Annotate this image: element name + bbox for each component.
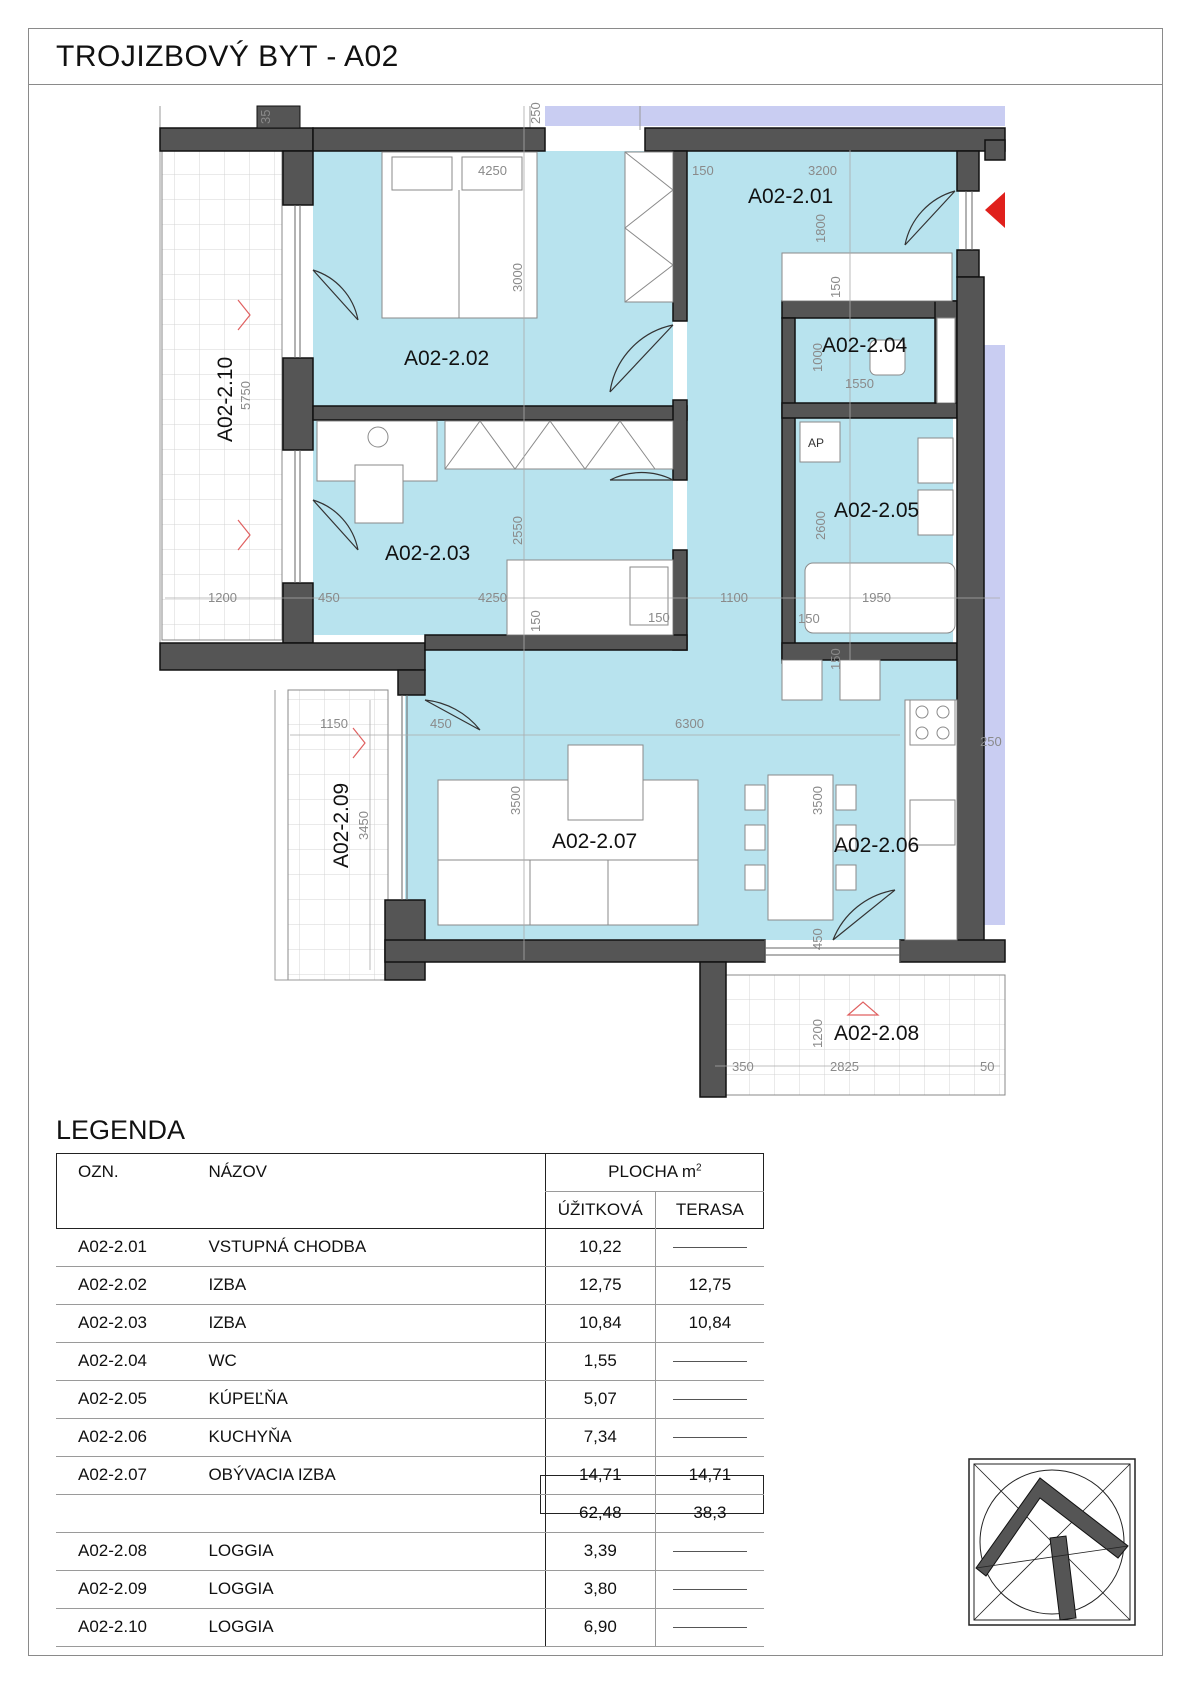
pillow — [392, 157, 452, 190]
wall — [957, 277, 984, 942]
legend-cell-ozn — [56, 1494, 198, 1532]
room-label-2.07: A02-2.07 — [552, 830, 638, 853]
legend-cell-nazov — [198, 1494, 545, 1532]
header-uzitkova: ÚŽITKOVÁ — [545, 1191, 655, 1229]
wall — [160, 128, 313, 151]
header-ozn: OZN. — [78, 1162, 119, 1181]
empty-dash — [673, 1399, 747, 1400]
legend-cell-ozn: A02-2.02 — [56, 1266, 198, 1304]
wall — [398, 670, 425, 695]
wall — [900, 940, 1005, 962]
legend-cell-ozn: A02-2.07 — [56, 1456, 198, 1494]
dim-label: 3450 — [356, 811, 371, 840]
legend-header-row — [56, 1153, 764, 1191]
legend-cell-uzitkova: 3,80 — [545, 1570, 655, 1608]
dim-label: 450 — [430, 716, 452, 731]
dim-label: 1950 — [862, 590, 891, 605]
room-label-2.10: A02-2.10 — [214, 356, 237, 442]
wall — [782, 301, 957, 318]
dim-label: 1550 — [845, 376, 874, 391]
chair — [355, 465, 403, 523]
wall — [782, 318, 795, 663]
dim-label: 35 — [258, 109, 273, 124]
legend-cell-terasa: 38,3 — [655, 1494, 764, 1532]
legend-cell-terasa — [655, 1608, 764, 1646]
dim-label: 3500 — [810, 786, 825, 815]
dim-label: 1000 — [810, 343, 825, 372]
north-arrow-icon — [968, 1458, 1136, 1626]
legend-cell-terasa — [655, 1229, 764, 1267]
dim-label: 250 — [980, 734, 1002, 749]
dim-label: 5750 — [238, 381, 253, 410]
room-label-2.02: A02-2.02 — [404, 347, 490, 370]
wall — [700, 962, 726, 1097]
wardrobe — [445, 421, 673, 469]
dim-label: 150 — [528, 610, 543, 632]
kitchen-cabinet — [840, 660, 880, 700]
legend-row — [56, 1608, 764, 1646]
wall — [645, 128, 1005, 151]
wall — [313, 128, 545, 151]
wall — [283, 583, 313, 643]
wall — [673, 151, 687, 321]
chair — [745, 825, 765, 850]
dim-label: 50 — [980, 1059, 995, 1074]
chair — [745, 785, 765, 810]
legend-table — [56, 1153, 764, 1647]
header-terasa: TERASA — [655, 1191, 764, 1229]
legend-cell-uzitkova: 6,90 — [545, 1608, 655, 1646]
legend-cell-uzitkova: 10,22 — [545, 1229, 655, 1267]
dim-label: 2550 — [510, 516, 525, 545]
entry-marker-icon — [985, 192, 1005, 228]
legend-cell-nazov: OBÝVACIA IZBA — [198, 1456, 545, 1494]
dim-label: 6300 — [675, 716, 704, 731]
legend-cell-uzitkova: 3,39 — [545, 1532, 655, 1570]
header-nazov: NÁZOV — [208, 1162, 267, 1181]
dim-label: 250 — [528, 102, 543, 124]
wall — [385, 940, 765, 962]
legend-cell-ozn: A02-2.10 — [56, 1608, 198, 1646]
legend-cell-nazov: VSTUPNÁ CHODBA — [198, 1229, 545, 1267]
room-label-2.06: A02-2.06 — [834, 834, 920, 857]
legend-cell-ozn: A02-2.08 — [56, 1532, 198, 1570]
legend-cell-ozn: A02-2.03 — [56, 1304, 198, 1342]
wall — [957, 151, 979, 191]
legend-cell-terasa — [655, 1380, 764, 1418]
dim-label: 150 — [828, 648, 843, 670]
dim-label: 450 — [810, 928, 825, 950]
room-label-2.09: A02-2.09 — [330, 782, 353, 868]
dim-label: 1200 — [208, 590, 237, 605]
legend-cell-uzitkova: 7,34 — [545, 1418, 655, 1456]
dim-label: 3500 — [508, 786, 523, 815]
dim-label: 150 — [828, 276, 843, 298]
legend-cell-uzitkova: 12,75 — [545, 1266, 655, 1304]
chair — [745, 865, 765, 890]
legend-row — [56, 1266, 764, 1304]
room-label-2.08: A02-2.08 — [834, 1022, 920, 1045]
wall — [673, 400, 687, 480]
dim-label: 1800 — [813, 214, 828, 243]
legend-cell-uzitkova: 1,55 — [545, 1342, 655, 1380]
legend-cell-terasa — [655, 1570, 764, 1608]
legend-row — [56, 1380, 764, 1418]
empty-dash — [673, 1247, 747, 1248]
wall — [425, 635, 687, 650]
legend-row — [56, 1304, 764, 1342]
dim-label: 150 — [798, 611, 820, 626]
legend-cell-terasa: 12,75 — [655, 1266, 764, 1304]
wall — [283, 358, 313, 450]
legend-cell-uzitkova: 10,84 — [545, 1304, 655, 1342]
lamp — [368, 427, 388, 447]
wall — [957, 250, 979, 277]
empty-dash — [673, 1551, 747, 1552]
wall — [782, 643, 957, 660]
legend-cell-ozn: A02-2.05 — [56, 1380, 198, 1418]
legend-cell-nazov: LOGGIA — [198, 1570, 545, 1608]
legend-title: LEGENDA — [56, 1115, 186, 1145]
dim-label: 450 — [318, 590, 340, 605]
legend-subheader-row — [56, 1191, 764, 1229]
dim-label: 1200 — [810, 1019, 825, 1048]
dim-label: 4250 — [478, 590, 507, 605]
legend-row — [56, 1456, 764, 1494]
legend-row — [56, 1229, 764, 1267]
wall — [313, 406, 687, 420]
room-label-2.03: A02-2.03 — [385, 542, 471, 565]
wall — [283, 151, 313, 205]
empty-dash — [673, 1437, 747, 1438]
wall — [782, 403, 957, 418]
legend-cell-nazov: IZBA — [198, 1304, 545, 1342]
empty-dash — [673, 1589, 747, 1590]
coffee-table — [568, 745, 643, 820]
fridge — [782, 660, 822, 700]
legend-cell-ozn: A02-2.01 — [56, 1229, 198, 1267]
legend-row — [56, 1570, 764, 1608]
header-plocha-text: PLOCHA m — [608, 1161, 697, 1181]
empty-dash — [673, 1361, 747, 1362]
legend-cell-nazov: KUCHYŇA — [198, 1418, 545, 1456]
washbasin — [918, 490, 953, 535]
legend-cell-nazov: KÚPEĽŇA — [198, 1380, 545, 1418]
legend-cell-terasa — [655, 1532, 764, 1570]
dim-label: 1150 — [320, 716, 348, 731]
dim-label: 4250 — [478, 163, 507, 178]
empty-dash — [673, 1627, 747, 1628]
legend-cell-terasa: 10,84 — [655, 1304, 764, 1342]
legend-cell-nazov: LOGGIA — [198, 1532, 545, 1570]
legend-cell-terasa: 14,71 — [655, 1456, 764, 1494]
legend-cell-ozn: A02-2.04 — [56, 1342, 198, 1380]
chair — [836, 785, 856, 810]
legend-cell-uzitkova: 5,07 — [545, 1380, 655, 1418]
dim-label: 2600 — [813, 511, 828, 540]
dim-label: 150 — [692, 163, 714, 178]
legend-cell-terasa — [655, 1418, 764, 1456]
neighbor-strip — [545, 106, 1005, 126]
dim-label: 1100 — [720, 590, 748, 605]
legend-cell-uzitkova: 14,71 — [545, 1456, 655, 1494]
legend-cell-ozn: A02-2.09 — [56, 1570, 198, 1608]
chair — [836, 865, 856, 890]
room-label-2.01: A02-2.01 — [748, 185, 834, 208]
legend-row — [56, 1342, 764, 1380]
ap-label: AP — [808, 436, 825, 450]
hob — [910, 700, 955, 745]
legend-cell-ozn: A02-2.06 — [56, 1418, 198, 1456]
dim-label: 3000 — [510, 263, 525, 292]
shoe-cabinet — [782, 253, 952, 301]
header-plocha-sup: 2 — [696, 1162, 702, 1174]
legend-row — [56, 1494, 764, 1532]
room-label-2.04: A02-2.04 — [822, 334, 908, 357]
shelf — [937, 318, 955, 403]
wall — [160, 643, 425, 670]
washbasin — [918, 438, 953, 483]
dim-label: 3200 — [808, 163, 837, 178]
wall — [985, 140, 1005, 160]
legend-cell-nazov: LOGGIA — [198, 1608, 545, 1646]
legend-cell-nazov: IZBA — [198, 1266, 545, 1304]
page-title: TROJIZBOVÝ BYT - A02 — [56, 40, 399, 73]
dim-label: 150 — [648, 610, 670, 625]
wardrobe — [625, 152, 673, 302]
legend-cell-terasa — [655, 1342, 764, 1380]
legend-row — [56, 1532, 764, 1570]
dim-label: 350 — [732, 1059, 754, 1074]
legend-cell-uzitkova: 62,48 — [545, 1494, 655, 1532]
legend-cell-nazov: WC — [198, 1342, 545, 1380]
header-plocha — [545, 1153, 764, 1191]
legend-row — [56, 1418, 764, 1456]
dim-label: 2825 — [830, 1059, 859, 1074]
neighbor-strip — [984, 345, 1005, 925]
room-label-2.05: A02-2.05 — [834, 499, 920, 522]
